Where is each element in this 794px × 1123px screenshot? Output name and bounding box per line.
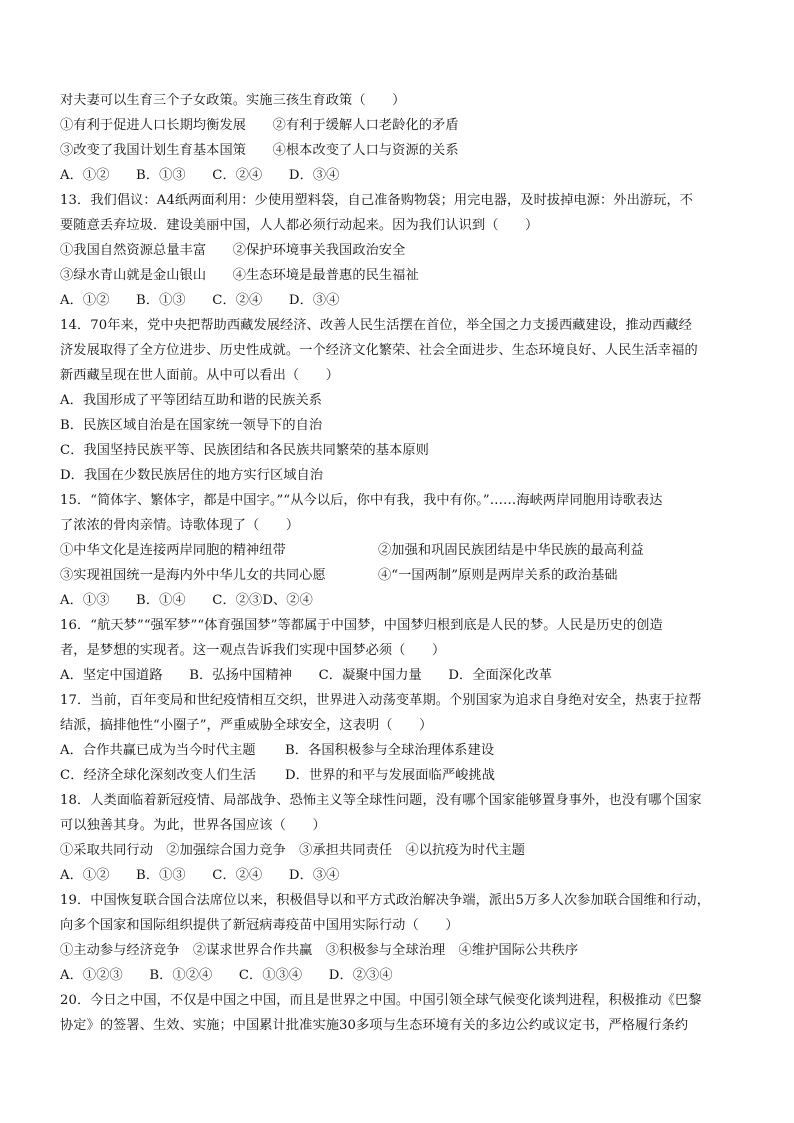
text-line: A．①②③ B．①②④ C．①③④ D．②③④	[60, 968, 393, 983]
text-line: ①有利于促进人口长期均衡发展 ②有利于缓解人口老龄化的矛盾	[60, 118, 459, 133]
option-right: B．各国积极参与全球治理体系建设	[285, 743, 495, 758]
text-line: A．①② B．①③ C．②④ D．③④	[60, 293, 340, 308]
text-line: 可以独善其身。为此，世界各国应该（ ）	[60, 818, 326, 833]
text-line: 15．“简体字、繁体字，都是中国字。”“从今以后，你中有我，我中有你。”……海峡两岸同胞用诗歌表达	[60, 493, 663, 508]
option-left: ③实现祖国统一是海内外中华儿女的共同心愿	[60, 568, 326, 583]
text-line: ①采取共同行动 ②加强综合国力竞争 ③承担共同责任 ④以抗疫为时代主题	[60, 843, 526, 858]
text-line: ③绿水青山就是金山银山 ④生态环境是最普惠的民生福祉	[60, 268, 419, 283]
exam-page	[60, 88, 740, 1038]
text-line: B．民族区域自治是在国家统一领导下的自治	[60, 418, 323, 433]
text-line: 新西藏呈现在世人面前。从中可以看出（ ）	[60, 368, 340, 383]
option-left: C．经济全球化深刻改变人们生活	[60, 768, 257, 783]
text-line: 对夫妻可以生育三个子女政策。实施三孩生育政策（ ）	[60, 93, 406, 108]
text-line: 了浓浓的骨肉亲情。诗歌体现了（ ）	[60, 518, 300, 533]
text-line: A．我国形成了平等团结互助和谐的民族关系	[60, 393, 323, 408]
option-left: A．合作共赢已成为当今时代主题	[60, 743, 256, 758]
text-line: 结派，搞排他性“小圈子”，严重威胁全球安全，这表明（ ）	[60, 718, 433, 733]
text-line: 13．我们倡议：A4纸两面利用：少使用塑料袋，自己准备购物袋；用完电器，及时拔掉电源：外出游玩，不	[60, 193, 694, 208]
text-line: 要随意丢弃垃圾．建设美丽中国，人人都必须行动起来。因为我们认识到（ ）	[60, 218, 539, 233]
text-line: 济发展取得了全方位进步、历史性成就。一个经济文化繁荣、社会全面进步、生态环境良好、人民生活幸福的	[60, 343, 698, 358]
text-line: A．①② B．①③ C．②④ D．③④	[60, 168, 340, 183]
text-line: 18．人类面临着新冠疫情、局部战争、恐怖主义等全球性问题，没有哪个国家能够置身事外，也没有哪个国家	[60, 793, 702, 808]
text-line: 19．中国恢复联合国合法席位以来，积极倡导以和平方式政治解决争端，派出5万多人次参加联合国维和行动，	[60, 893, 710, 908]
text-line: A．①③ B．①④ C．②③D、②④	[60, 593, 313, 608]
text-line: 17．当前，百年变局和世纪疫情相互交织，世界进入动荡变革期。个别国家为追求自身绝对安全，热衷于拉帮	[60, 693, 702, 708]
option-right: D．世界的和平与发展面临严峻挑战	[285, 768, 495, 783]
text-line: ①我国自然资源总量丰富 ②保护环境事关我国政治安全	[60, 243, 406, 258]
text-line: 16．“航天梦”“强军梦”“体育强国梦”等都属于中国梦，中国梦归根到底是人民的梦。人民是历史的创造	[60, 618, 663, 633]
text-line	[60, 538, 740, 563]
text-line: 20．今日之中国，不仅是中国之中国，而且是世界之中国。中国引领全球气候变化谈判进程，积极推动《巴黎	[60, 993, 702, 1008]
text-line: C．我国坚持民族平等、民族团结和各民族共同繁荣的基本原则	[60, 443, 429, 458]
option-right: ④“一国两制”原则是两岸关系的政治基础	[378, 568, 618, 583]
text-line: D．我国在少数民族居住的地方实行区域自治	[60, 468, 324, 483]
text-line	[60, 563, 740, 588]
text-line: A．①② B．①③ C．②④ D．③④	[60, 868, 340, 883]
text-line: A．坚定中国道路 B．弘扬中国精神 C．凝聚中国力量 D．全面深化改革	[60, 668, 553, 683]
text-line	[60, 763, 740, 788]
option-left: ①中华文化是连接两岸同胞的精神纽带	[60, 543, 286, 558]
text-line: 14．70年来，党中央把帮助西藏发展经济、改善人民生活摆在首位，举全国之力支援西藏建设，推动西藏经	[60, 318, 692, 333]
text-line: ③改变了我国计划生育基本国策 ④根本改变了人口与资源的关系	[60, 143, 459, 158]
text-line: 者，是梦想的实现者。这一观点告诉我们实现中国梦必须（ ）	[60, 643, 446, 658]
text-line: 向多个国家和国际组织提供了新冠病毒疫苗中国用实际行动（ ）	[60, 918, 459, 933]
text-line: 协定》的签署、生效、实施；中国累计批准实施30多项与生态环境有关的多边公约或议定书，严格履行条约	[60, 1018, 689, 1033]
text-line: ①主动参与经济竞争 ②谋求世界合作共赢 ③积极参与全球治理 ④维护国际公共秩序	[60, 943, 579, 958]
text-line	[60, 738, 740, 763]
option-right: ②加强和巩固民族团结是中华民族的最高利益	[378, 543, 644, 558]
